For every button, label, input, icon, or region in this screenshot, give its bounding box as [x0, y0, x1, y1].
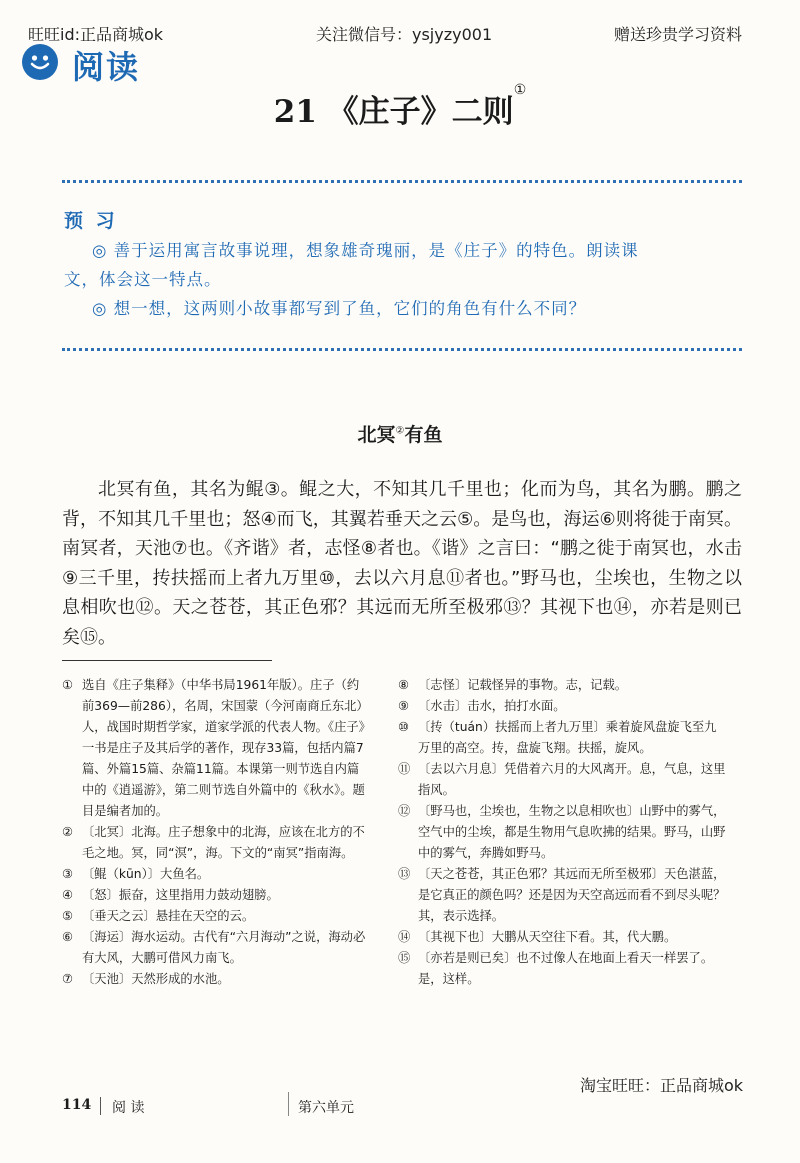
footnote-text: 〔亦若是则已矣〕也不过像人在地面上看天一样罢了。是，这样。 — [418, 951, 714, 986]
passage-title — [0, 420, 800, 447]
footnote-number: ⑪ — [398, 762, 411, 776]
footnote-text: 〔水击〕击水，拍打水面。 — [418, 699, 566, 713]
lesson-title — [0, 82, 800, 131]
footnote-number: ⑫ — [398, 804, 411, 818]
passage-body — [62, 475, 742, 652]
preview-item-1-cont: 文，体会这一特点。 — [64, 270, 222, 289]
dotted-divider-bottom — [62, 348, 742, 351]
lesson-title-text: 21 《庄子》二则 — [273, 94, 514, 130]
footnote — [62, 822, 367, 864]
footnote-number: ⑧ — [398, 678, 410, 692]
footnote-text: 〔抟（tuán）扶摇而上者九万里〕乘着旋风盘旋飞至九万里的高空。抟，盘旋飞翔。扶摇，旋风。 — [418, 720, 717, 755]
footnote — [398, 948, 728, 990]
footnote-text: 〔天池〕天然形成的水池。 — [82, 972, 230, 986]
footnote-number: ⑤ — [62, 909, 74, 923]
footnote — [62, 969, 367, 990]
header-shop-id: 旺旺id:正品商城ok — [28, 25, 164, 44]
footnote — [398, 696, 728, 717]
footer-divider — [100, 1097, 101, 1115]
footnote-text: 选自《庄子集释》（中华书局1961年版）。庄子（约前369—前286），名周，宋国蒙（今河南商丘东北）人，战国时期哲学家，道家学派的代表人物。《庄子》一书是庄子及其后学的著作，现存33篇，包括内篇7篇、外篇15篇、杂篇11篇。本课第一则节选自内篇中的《逍遥游》，第二则节选自外篇中的《秋水》。题目是编者加的。 — [82, 678, 365, 818]
footnote-text: 〔天之苍苍，其正色邪？其远而无所至极邪〕天色湛蓝，是它真正的颜色吗？还是因为天空高远而看不到尽头呢？其，表示选择。 — [418, 867, 726, 923]
passage-paragraph: 北冥有鱼，其名为鲲③。鲲之大，不知其几千里也；化而为鸟，其名为鹏。鹏之背，不知其几千里也；怒④而飞，其翼若垂天之云⑤。是鸟也，海运⑥则将徙于南冥。南冥者，天池⑦也。《齐谐》者，志怪⑧者也。《谐》之言曰：“鹏之徙于南冥也，水击⑨三千里，抟扶摇而上者九万里⑩，去以六月息⑪者也。”野马也，尘埃也，生物之以息相吹也⑫。天之苍苍，其正色邪？其远而无所至极邪⑬？其视下也⑭，亦若是则已矣⑮。 — [62, 479, 742, 648]
footnote — [62, 675, 367, 822]
footnotes-left — [62, 675, 367, 990]
footnote-text: 〔志怪〕记载怪异的事物。志，记载。 — [418, 678, 628, 692]
footnote-text: 〔垂天之云〕悬挂在天空的云。 — [82, 909, 255, 923]
footnote — [398, 864, 728, 927]
footnote — [62, 906, 367, 927]
passage-title-post: 有鱼 — [404, 424, 443, 446]
footnote-number: ⑥ — [62, 930, 74, 944]
footnote-number: ⑬ — [398, 867, 411, 881]
footnote — [398, 801, 728, 864]
header-wechat: 关注微信号：ysjyzy001 — [316, 25, 493, 44]
footer-section: 阅 读 — [112, 1100, 145, 1116]
footnote — [62, 927, 367, 969]
footnote-number: ⑩ — [398, 720, 410, 734]
footer-watermark: 淘宝旺旺：正品商城ok — [580, 1076, 744, 1095]
preview-item-2: ◎ 想一想，这两则小故事都写到了鱼，它们的角色有什么不同？ — [92, 299, 587, 318]
footer-divider-unit — [288, 1092, 289, 1116]
dotted-divider-top — [62, 180, 742, 183]
title-note-ref: ① — [513, 82, 527, 98]
footnote-text: 〔北冥〕北海。庄子想象中的北海，应该在北方的不毛之地。冥，同“溟”，海。下文的“南冥”指南海。 — [82, 825, 365, 860]
footnote-text: 〔海运〕海水运动。古代有“六月海动”之说，海动必有大风，大鹏可借风力南飞。 — [82, 930, 366, 965]
footnote — [398, 675, 728, 696]
passage-title-pre: 北冥 — [357, 424, 396, 446]
footnote-text: 〔其视下也〕大鹏从天空往下看。其，代大鹏。 — [418, 930, 677, 944]
footer-unit: 第六单元 — [298, 1100, 354, 1116]
preview-heading: 预 习 — [64, 210, 118, 232]
footnote — [398, 759, 728, 801]
footnote — [62, 885, 367, 906]
footnote-rule — [62, 660, 272, 661]
footnote-text: 〔鲲（kūn）〕大鱼名。 — [82, 867, 210, 881]
footnote-number: ⑨ — [398, 699, 410, 713]
header-gift: 赠送珍贵学习资料 — [614, 25, 743, 44]
footnote-number: ⑭ — [398, 930, 411, 944]
section-label: 阅读 — [72, 48, 141, 86]
footnote-number: ② — [62, 825, 74, 839]
footnote-number: ⑦ — [62, 972, 74, 986]
passage-title-ref: ② — [395, 425, 405, 437]
preview-item-1: ◎ 善于运用寓言故事说理，想象雄奇瑰丽，是《庄子》的特色。朗读课 — [92, 241, 639, 260]
page-number: 114 — [62, 1097, 92, 1113]
footnote-text: 〔去以六月息〕凭借着六月的大风离开。息，气息，这里指风。 — [418, 762, 726, 797]
footnote-number: ③ — [62, 867, 74, 881]
footnote-text: 〔野马也，尘埃也，生物之以息相吹也〕山野中的雾气，空气中的尘埃，都是生物用气息吹拂的结果。野马，山野中的雾气，奔腾如野马。 — [418, 804, 726, 860]
footnote-number: ⑮ — [398, 951, 411, 965]
footnote-number: ① — [62, 678, 74, 692]
footnote — [398, 717, 728, 759]
footnote-number: ④ — [62, 888, 74, 902]
footnotes-right — [398, 675, 728, 990]
footnote — [398, 927, 728, 948]
smiley-icon — [22, 44, 58, 80]
footnote — [62, 864, 367, 885]
footnote-text: 〔怒〕振奋，这里指用力鼓动翅膀。 — [82, 888, 279, 902]
